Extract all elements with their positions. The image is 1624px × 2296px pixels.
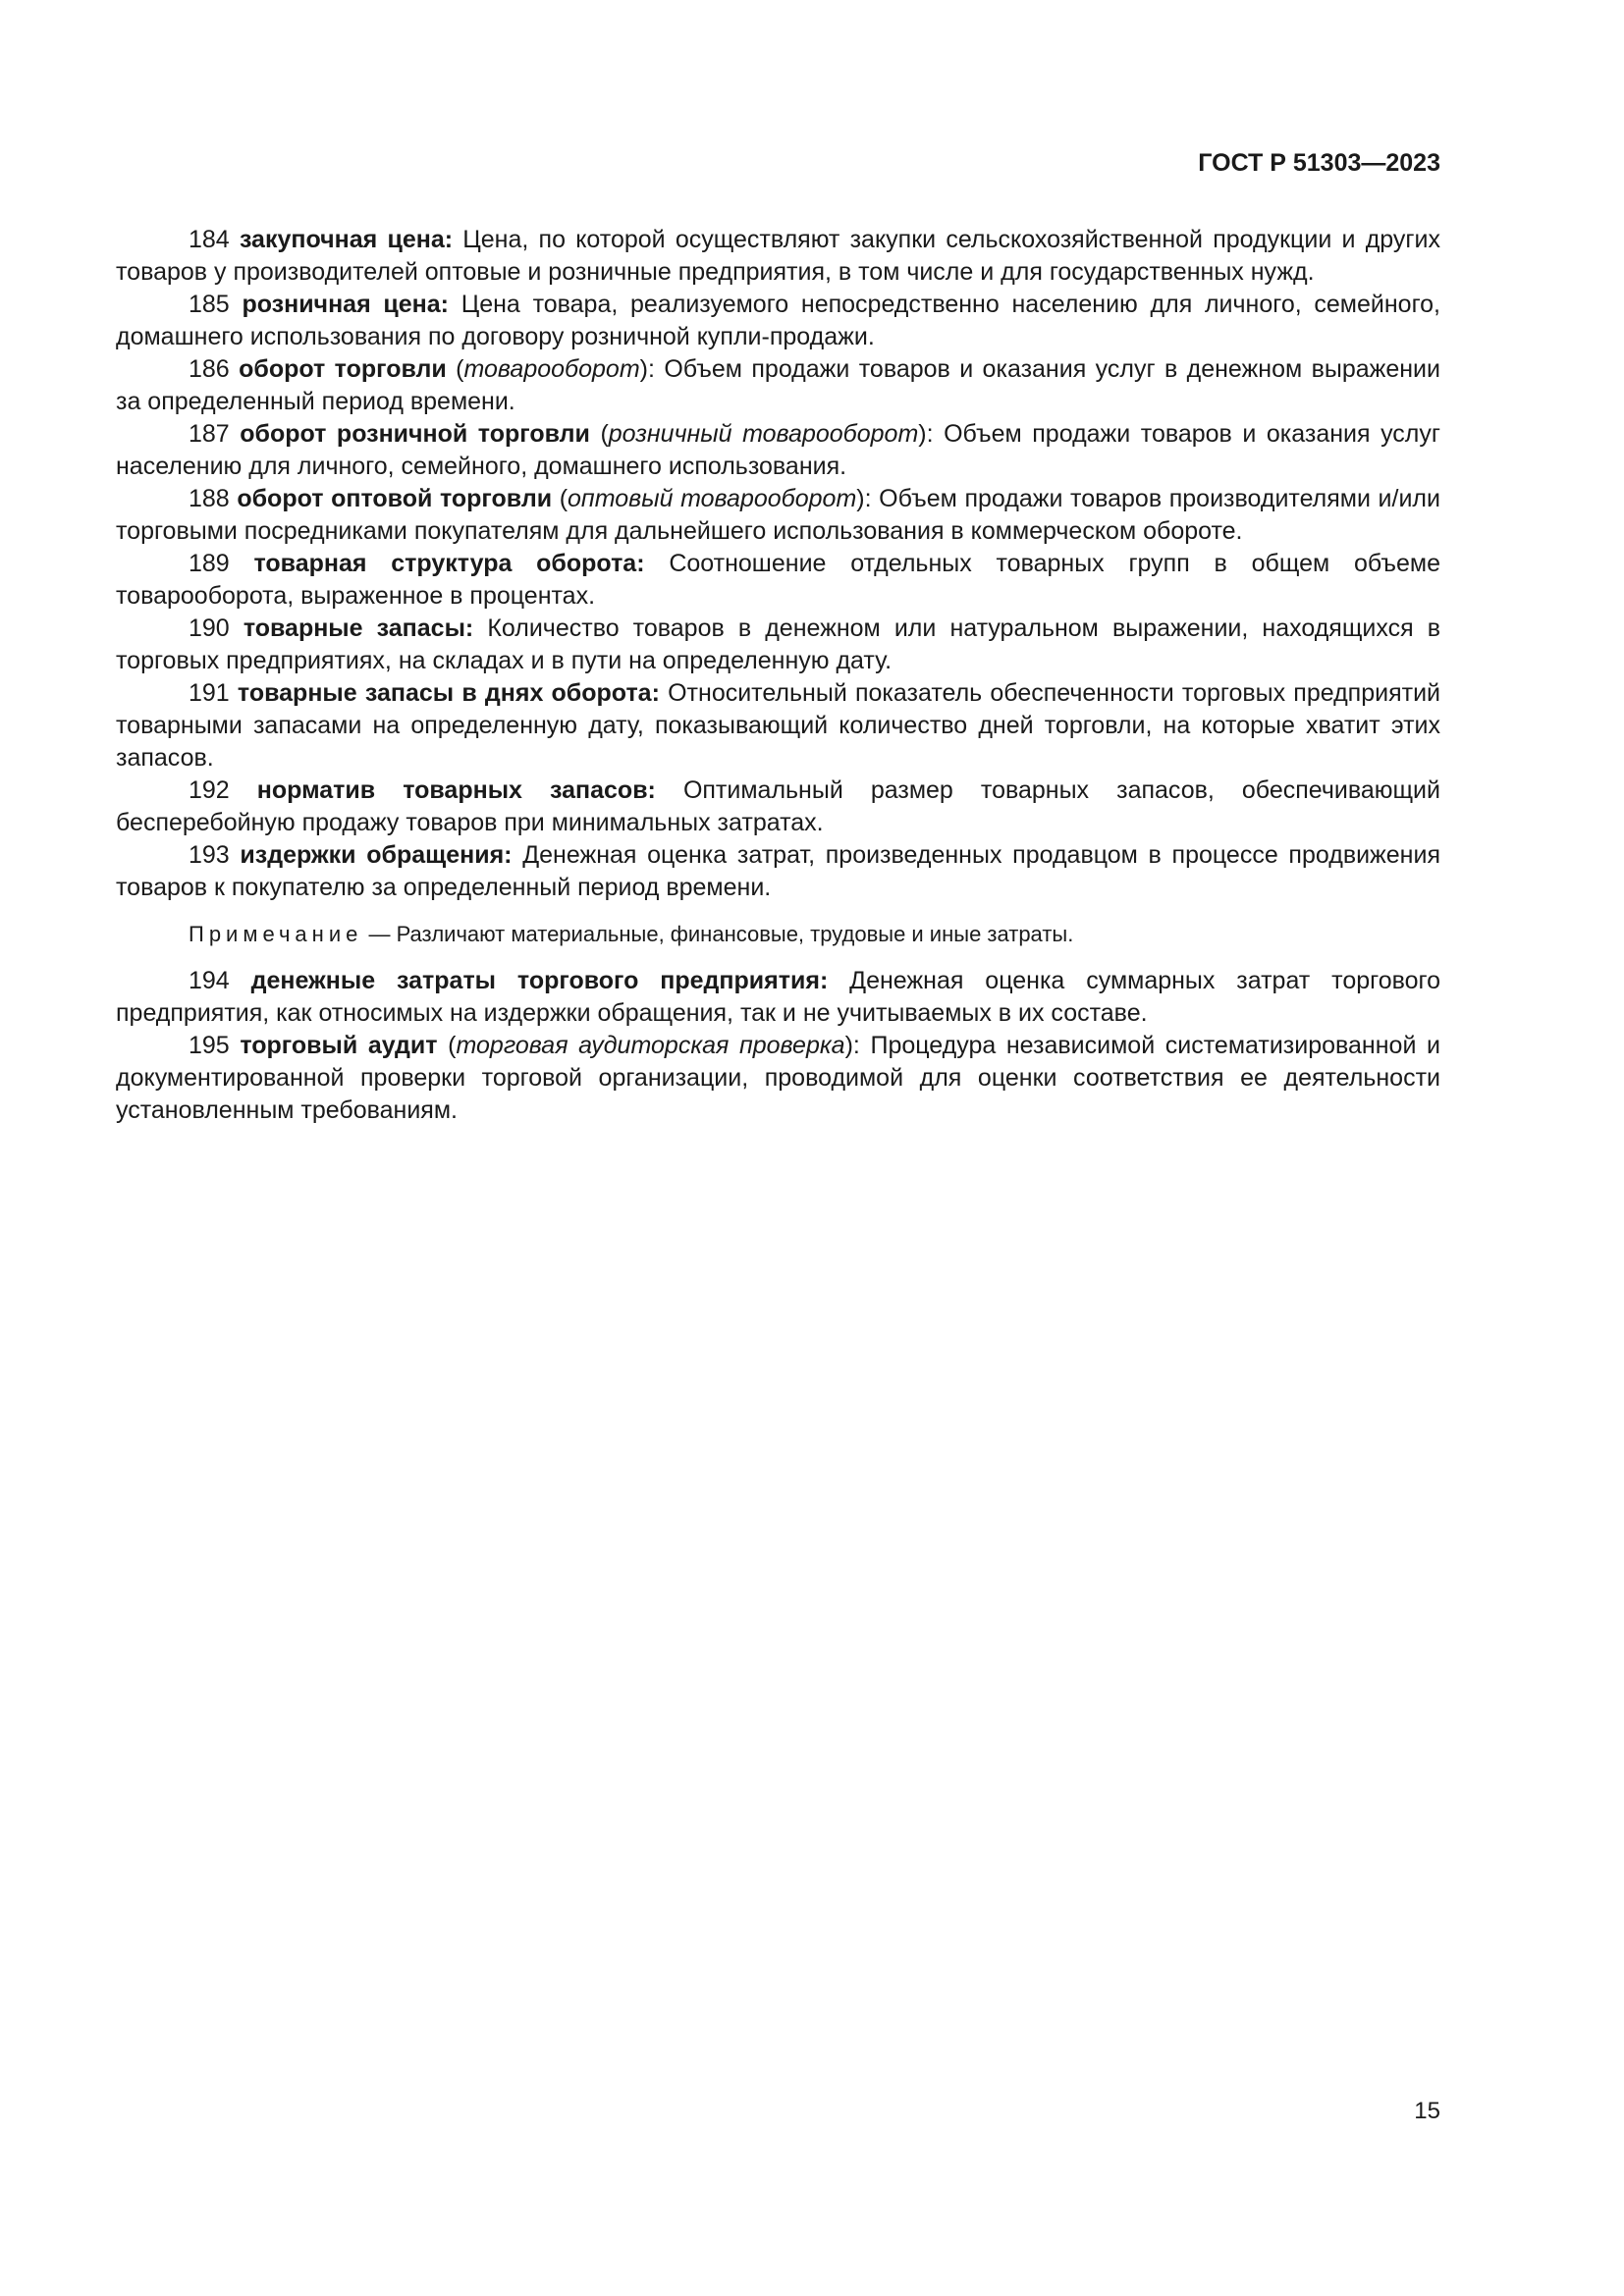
term-definition: Количество товаров в денежном или натуральном выражении, находящихся в торговых предприятиях, на складах и в пути на определенную дату. [116,614,1440,674]
term-number: 188 [189,485,230,512]
page-number [116,2098,1440,2125]
term-definition: Соотношение отдельных товарных групп в общем объеме товарооборота, выраженное в процентах. [116,550,1440,610]
term-synonym: розничный товарооборот [608,420,919,448]
term-entry [116,839,1440,904]
term-name: оборот торговли [239,355,447,383]
term-name: издержки обращения: [240,841,513,869]
term-number: 190 [189,614,230,642]
term-definition: Денежная оценка суммарных затрат торгового предприятия, как относимых на издержки обращения, так и не учитываемых в их составе. [116,967,1440,1027]
term-name: торговый аудит [240,1032,438,1059]
term-synonym: товарооборот [463,355,640,383]
term-definition: Оптимальный размер товарных запасов, обеспечивающий бесперебойную продажу товаров при минимальных затратах. [116,776,1440,836]
term-entry [116,965,1440,1030]
term-entry [116,548,1440,613]
term-definition: Относительный показатель обеспеченности торговых предприятий товарными запасами на определенную дату, показывающий количество дней торговли, на которые хватит этих запасов. [116,679,1441,772]
term-entry: 188 оборот оптовой торговли (оптовый товарооборот): Объем продажи товаров производителями и/или торговыми посредниками покупателям для дальнейшего использования в коммерческом обороте. [116,485,1440,545]
term-definition: Объем продажи товаров и оказания услуг населению для личного, семейного, домашнего использования. [116,420,1440,480]
term-definition: Цена, по которой осуществляют закупки сельскохозяйственной продукции и других товаров у производителей оптовые и розничные предприятия, в том числе и для государственных нужд. [116,226,1440,286]
term-name: оборот оптовой торговли [237,485,553,512]
document-header [116,149,1440,178]
term-entry [116,289,1440,353]
term-name: товарные запасы в днях оборота: [237,679,660,707]
term-number: 193 [189,841,230,869]
term-entry [116,677,1440,774]
term-name: закупочная цена: [239,226,454,253]
term-name: товарные запасы: [243,614,474,642]
term-definition: Объем продажи товаров и оказания услуг в денежном выражении за определенный период времени. [116,355,1440,415]
term-definition: Цена товара, реализуемого непосредственно населению для личного, семейного, домашнего использования по договору розничной купли-продажи. [116,291,1440,350]
term-name: розничная цена: [242,291,449,318]
term-number: 184 [189,226,230,253]
term-synonym: торговая аудиторская проверка [456,1032,845,1059]
term-definition: Объем продажи товаров производителями и/или торговыми посредниками покупателям для дальнейшего использования в коммерческом обороте. [116,485,1440,545]
term-name: денежные затраты торгового предприятия: [250,967,829,994]
term-entry [116,613,1440,677]
note-text: — Различают материальные, финансовые, трудовые и иные затраты. [362,922,1074,946]
terms-list [116,224,1440,904]
note-label: Примечание [189,922,363,946]
term-entry [116,224,1440,289]
term-name: оборот розничной торговли [240,420,590,448]
term-number: 192 [189,776,230,804]
term-number: 195 [189,1032,230,1059]
term-number: 185 [189,291,230,318]
term-number: 186 [189,355,230,383]
term-number: 187 [189,420,230,448]
document-id: ГОСТ Р 51303—2023 [1198,149,1440,177]
term-number: 194 [189,967,230,994]
term-number: 189 [189,550,230,577]
term-name: норматив товарных запасов: [256,776,656,804]
page-number-value: 15 [1414,2098,1440,2124]
term-entry: 186 оборот торговли (товарооборот): Объем продажи товаров и оказания услуг в денежном выражении за определенный период времени. [116,355,1440,415]
term-definition: Процедура независимой систематизированной и документированной проверки торговой организации, проводимой для оценки соответствия ее деятельности установленным требованиям. [116,1032,1440,1124]
term-entry [116,774,1440,839]
term-definition: Денежная оценка затрат, произведенных продавцом в процессе продвижения товаров к покупателю за определенный период времени. [116,841,1440,901]
term-entry: 187 оборот розничной торговли (розничный товарооборот): Объем продажи товаров и оказания услуг населению для личного, семейного, домашнего использования. [116,420,1440,480]
terms-list-continued [116,965,1440,1127]
terms-content [116,224,1440,1127]
term-entry: 195 торговый аудит (торговая аудиторская проверка): Процедура независимой систематизированной и документированной проверки торговой организации, проводимой для оценки соответствия ее деятельности установленным требованиям. [116,1032,1440,1124]
term-number: 191 [189,679,230,707]
note [116,920,1440,949]
term-name: товарная структура оборота: [253,550,645,577]
term-synonym: оптовый товарооборот [568,485,857,512]
